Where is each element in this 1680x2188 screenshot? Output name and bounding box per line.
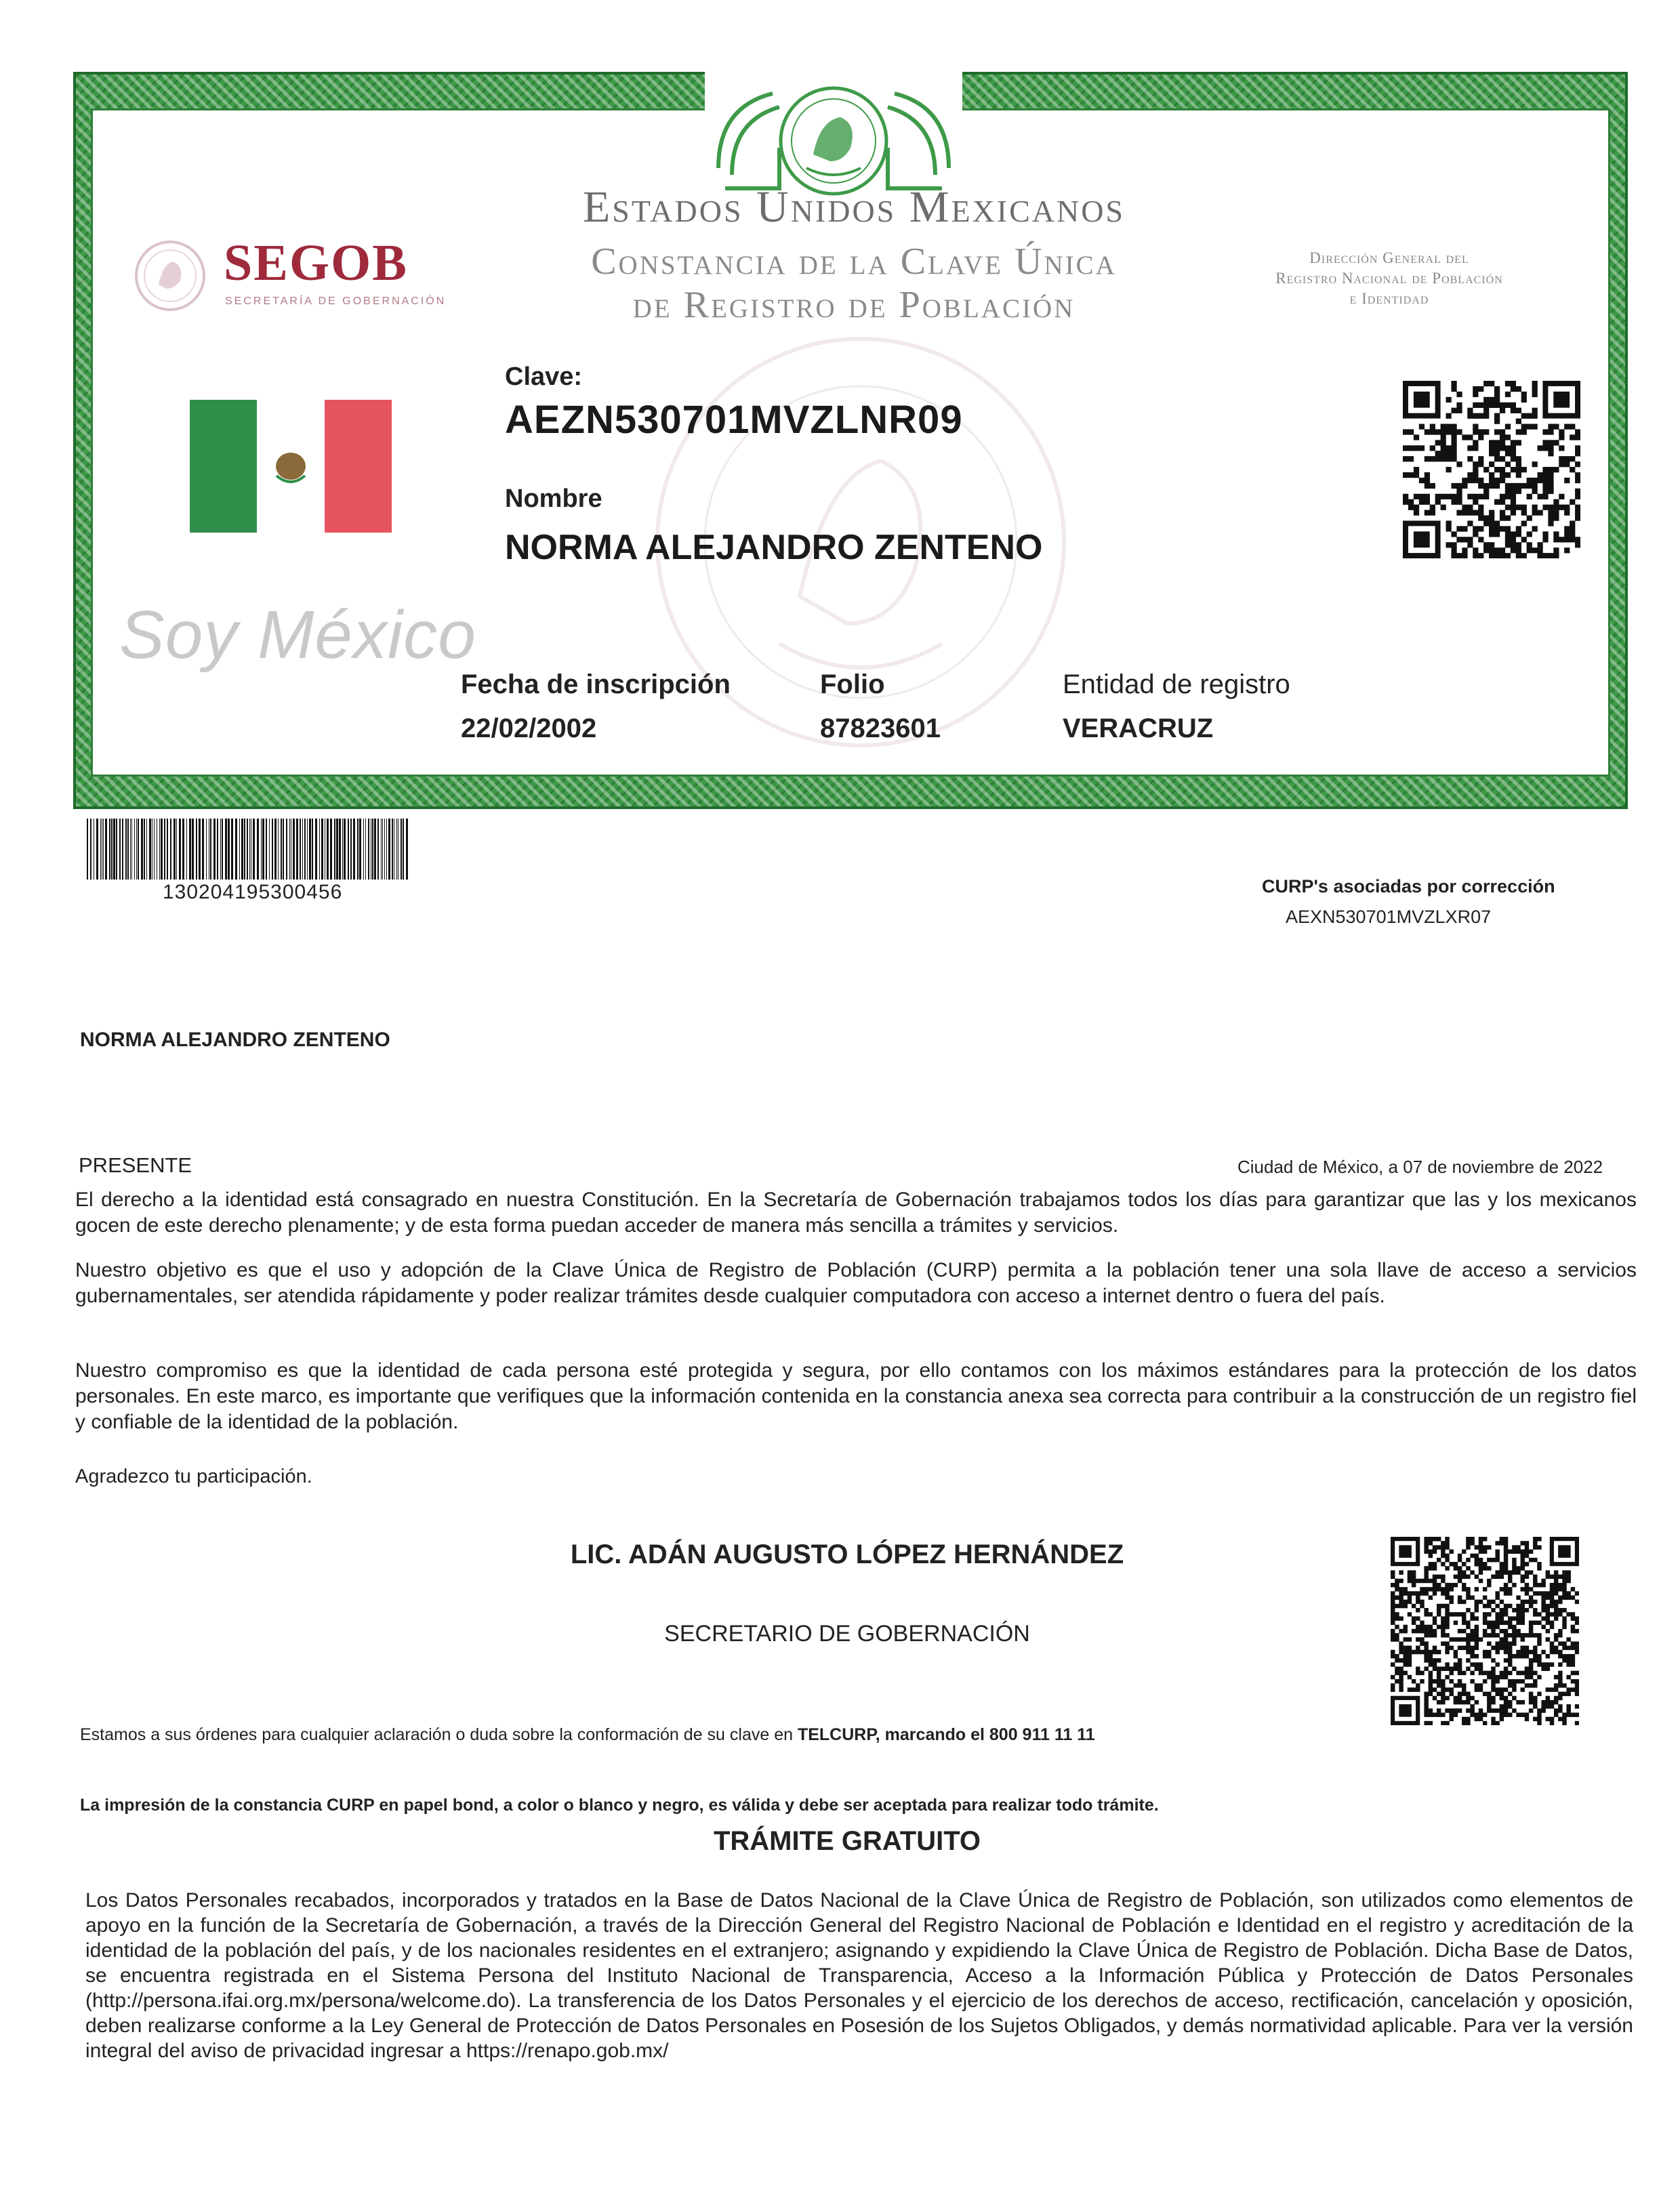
soy-mexico-watermark: Soy México: [119, 597, 476, 673]
letter-closing: Agradezco tu participación.: [75, 1466, 312, 1487]
title-constancia: Constancia de la Clave Única: [591, 241, 1117, 283]
fecha-inscripcion-value: 22/02/2002: [461, 714, 597, 743]
direccion-line-3: e Identidad: [1349, 290, 1429, 307]
mexican-flag-icon: [190, 400, 392, 533]
signer-title: SECRETARIO DE GOBERNACIÓN: [664, 1621, 1030, 1647]
entidad-registro-label: Entidad de registro: [1063, 669, 1290, 699]
telcurp-number: TELCURP, marcando el 800 911 11 11: [797, 1725, 1095, 1744]
direccion-line-2: Registro Nacional de Población: [1275, 270, 1503, 287]
entidad-registro-value: VERACRUZ: [1063, 714, 1214, 743]
telcurp-text: Estamos a sus órdenes para cualquier aclaración o duda sobre la conformación de su clave en: [80, 1725, 798, 1744]
folio-label: Folio: [820, 669, 885, 699]
clave-value: AEZN530701MVZLNR09: [505, 398, 963, 442]
curp-asociadas-value: AEXN530701MVZLXR07: [1286, 907, 1492, 927]
title-estados-unidos-mexicanos: Estados Unidos Mexicanos: [582, 182, 1126, 232]
letter-paragraph: Nuestro objetivo es que el uso y adopción de la Clave Única de Registro de Población (CURP) permita a la población tener una sola llave de acceso a servicios gubernamentales, ser atendida rápidamente y poder realizar trámites desde cualquier computadora con acceso a internet dentro o fuera del país.: [75, 1259, 1637, 1307]
telcurp-notice: [80, 1725, 1095, 1745]
nombre-label: Nombre: [505, 484, 602, 513]
segob-subtitle: SECRETARÍA DE GOBERNACIÓN: [225, 295, 447, 307]
direccion-line-1: Dirección General del: [1309, 249, 1469, 266]
letter-date: Ciudad de México, a 07 de noviembre de 2022: [1237, 1157, 1603, 1177]
signer-name: LIC. ADÁN AUGUSTO LÓPEZ HERNÁNDEZ: [570, 1540, 1124, 1569]
qr-code-icon: [1403, 381, 1580, 558]
nombre-value: NORMA ALEJANDRO ZENTENO: [505, 528, 1043, 567]
direccion-general: [1223, 248, 1555, 309]
barcode-number: 130204195300456: [163, 881, 343, 903]
fecha-inscripcion-label: Fecha de inscripción: [461, 669, 731, 699]
barcode-icon: [85, 819, 411, 880]
segob-seal-icon: [133, 239, 207, 313]
clave-label: Clave:: [505, 363, 583, 391]
curp-asociadas-label: CURP's asociadas por corrección: [1262, 876, 1555, 896]
impresion-notice: La impresión de la constancia CURP en papel bond, a color o blanco y negro, es válida y debe ser aceptada para realizar todo trámite.: [80, 1796, 1159, 1815]
segob-logo-text: SEGOB: [224, 234, 408, 291]
presente-label: PRESENTE: [79, 1153, 192, 1177]
letter-paragraph: El derecho a la identidad está consagrado en nuestra Constitución. En la Secretaría de Gobernación trabajamos todos los días para garantizar que las y los mexicanos gocen de este derecho plenamente; y de esta forma puedan acceder de manera más sencilla a trámites y servicios.: [75, 1189, 1637, 1237]
privacy-notice: Los Datos Personales recabados, incorporados y tratados en la Base de Datos Nacional de la Clave Única de Registro de Población, son utilizados como elementos de apoyo en la función de la Secretaría de Gobernación, a través de la Dirección General del Registro Nacional de Población e Identidad en el registro y acreditación de la identidad de la población del país, y de los nacionales residentes en el extranjero; asignando y expidiendo la Clave Única de Registro de Población. Dicha Base de Datos, se encuentra registrada en el Sistema Persona del Instituto Nacional de Transparencia, Acceso a la Información Pública y Protección de Datos Personales (http://persona.ifai.org.mx/persona/welcome.do). La transferencia de los Datos Personales y el ejercicio de los derechos de acceso, rectificación, cancelación y oposición, deben realizarse conforme a la Ley General de Protección de Datos Personales en Posesión de los Sujetos Obligados, y demás normatividad aplicable. Para ver la versión integral del aviso de privacidad ingresar a https://renapo.gob.mx/: [85, 1889, 1633, 2062]
letter-paragraph: Nuestro compromiso es que la identidad de cada persona esté protegida y segura, por ello contamos con los máximos estándares para la protección de los datos personales. En este marco, es importante que verifiques que la información contenida en la constancia anexa sea correcta para contribuir a la construcción de un registro fiel y confiable de la identidad de la población.: [75, 1359, 1637, 1433]
title-registro-poblacion: de Registro de Población: [632, 284, 1075, 326]
qr-code-signature-icon: [1391, 1537, 1579, 1725]
letter-recipient: NORMA ALEJANDRO ZENTENO: [80, 1029, 390, 1051]
tramite-gratuito: TRÁMITE GRATUITO: [713, 1826, 981, 1856]
folio-value: 87823601: [820, 714, 941, 743]
